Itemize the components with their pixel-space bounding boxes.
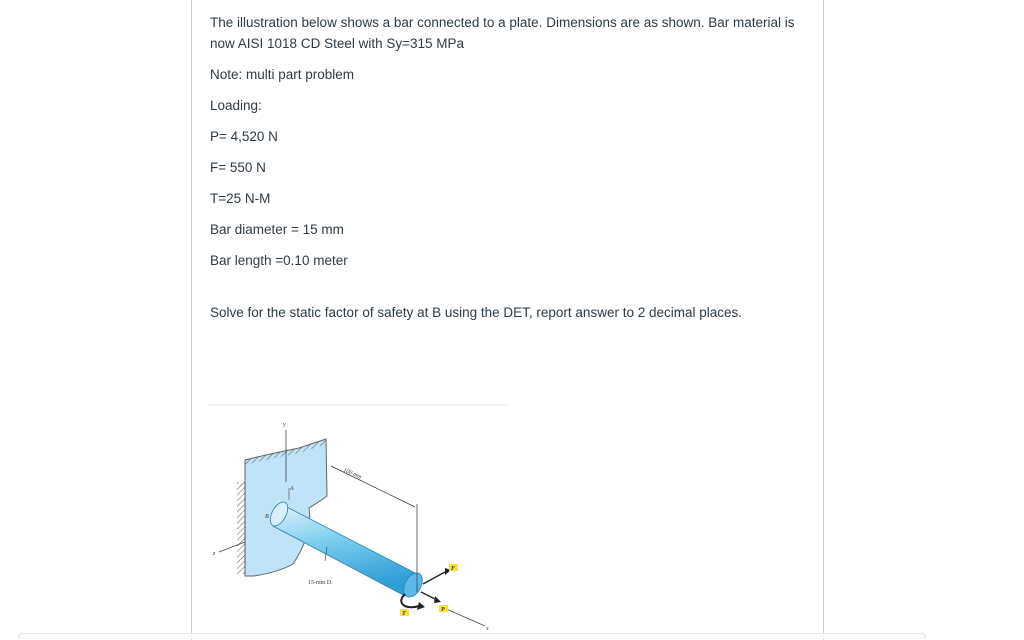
force-f-arrow [423, 572, 445, 584]
bar-plate-figure [209, 404, 507, 640]
bar-diameter: Bar diameter = 15 mm [210, 222, 344, 237]
torque: T=25 N-M [210, 191, 271, 206]
wall-hatch-left [237, 482, 245, 574]
torque-arrowhead [417, 602, 425, 610]
axis-x-label: x [486, 626, 489, 632]
question-text [210, 12, 810, 333]
bottom-scroll-region [18, 633, 926, 639]
force-p-arrowhead [434, 596, 441, 603]
x-axis [444, 608, 485, 626]
diameter-label: 15-mm D. [308, 580, 333, 586]
loading-label: Loading: [210, 98, 262, 113]
point-b-label: B [265, 514, 269, 520]
figure-svg [209, 404, 507, 640]
force-p-label: P [441, 607, 445, 613]
force-f-label: F [451, 566, 456, 572]
f-load: F= 550 N [210, 160, 266, 175]
intro-text: The illustration below shows a bar connected to a plate. Dimensions are as shown. Bar material is now AISI 1018 CD Steel with Sy=315 MPa [210, 15, 795, 51]
point-a-label: A [290, 486, 294, 492]
p-load: P= 4,520 N [210, 129, 278, 144]
note-text: Note: multi part problem [210, 67, 355, 82]
question-panel [191, 0, 824, 640]
prompt-text: Solve for the static factor of safety at B using the DET, report answer to 2 decimal places. [210, 305, 743, 320]
axis-z-label: z [213, 551, 216, 557]
torque-t-label: T [402, 611, 406, 617]
dimension-label: 100 mm [342, 467, 363, 481]
figure-top-rule [209, 404, 507, 406]
bar-length: Bar length =0.10 meter [210, 253, 348, 268]
axis-y-label: y [283, 422, 286, 428]
